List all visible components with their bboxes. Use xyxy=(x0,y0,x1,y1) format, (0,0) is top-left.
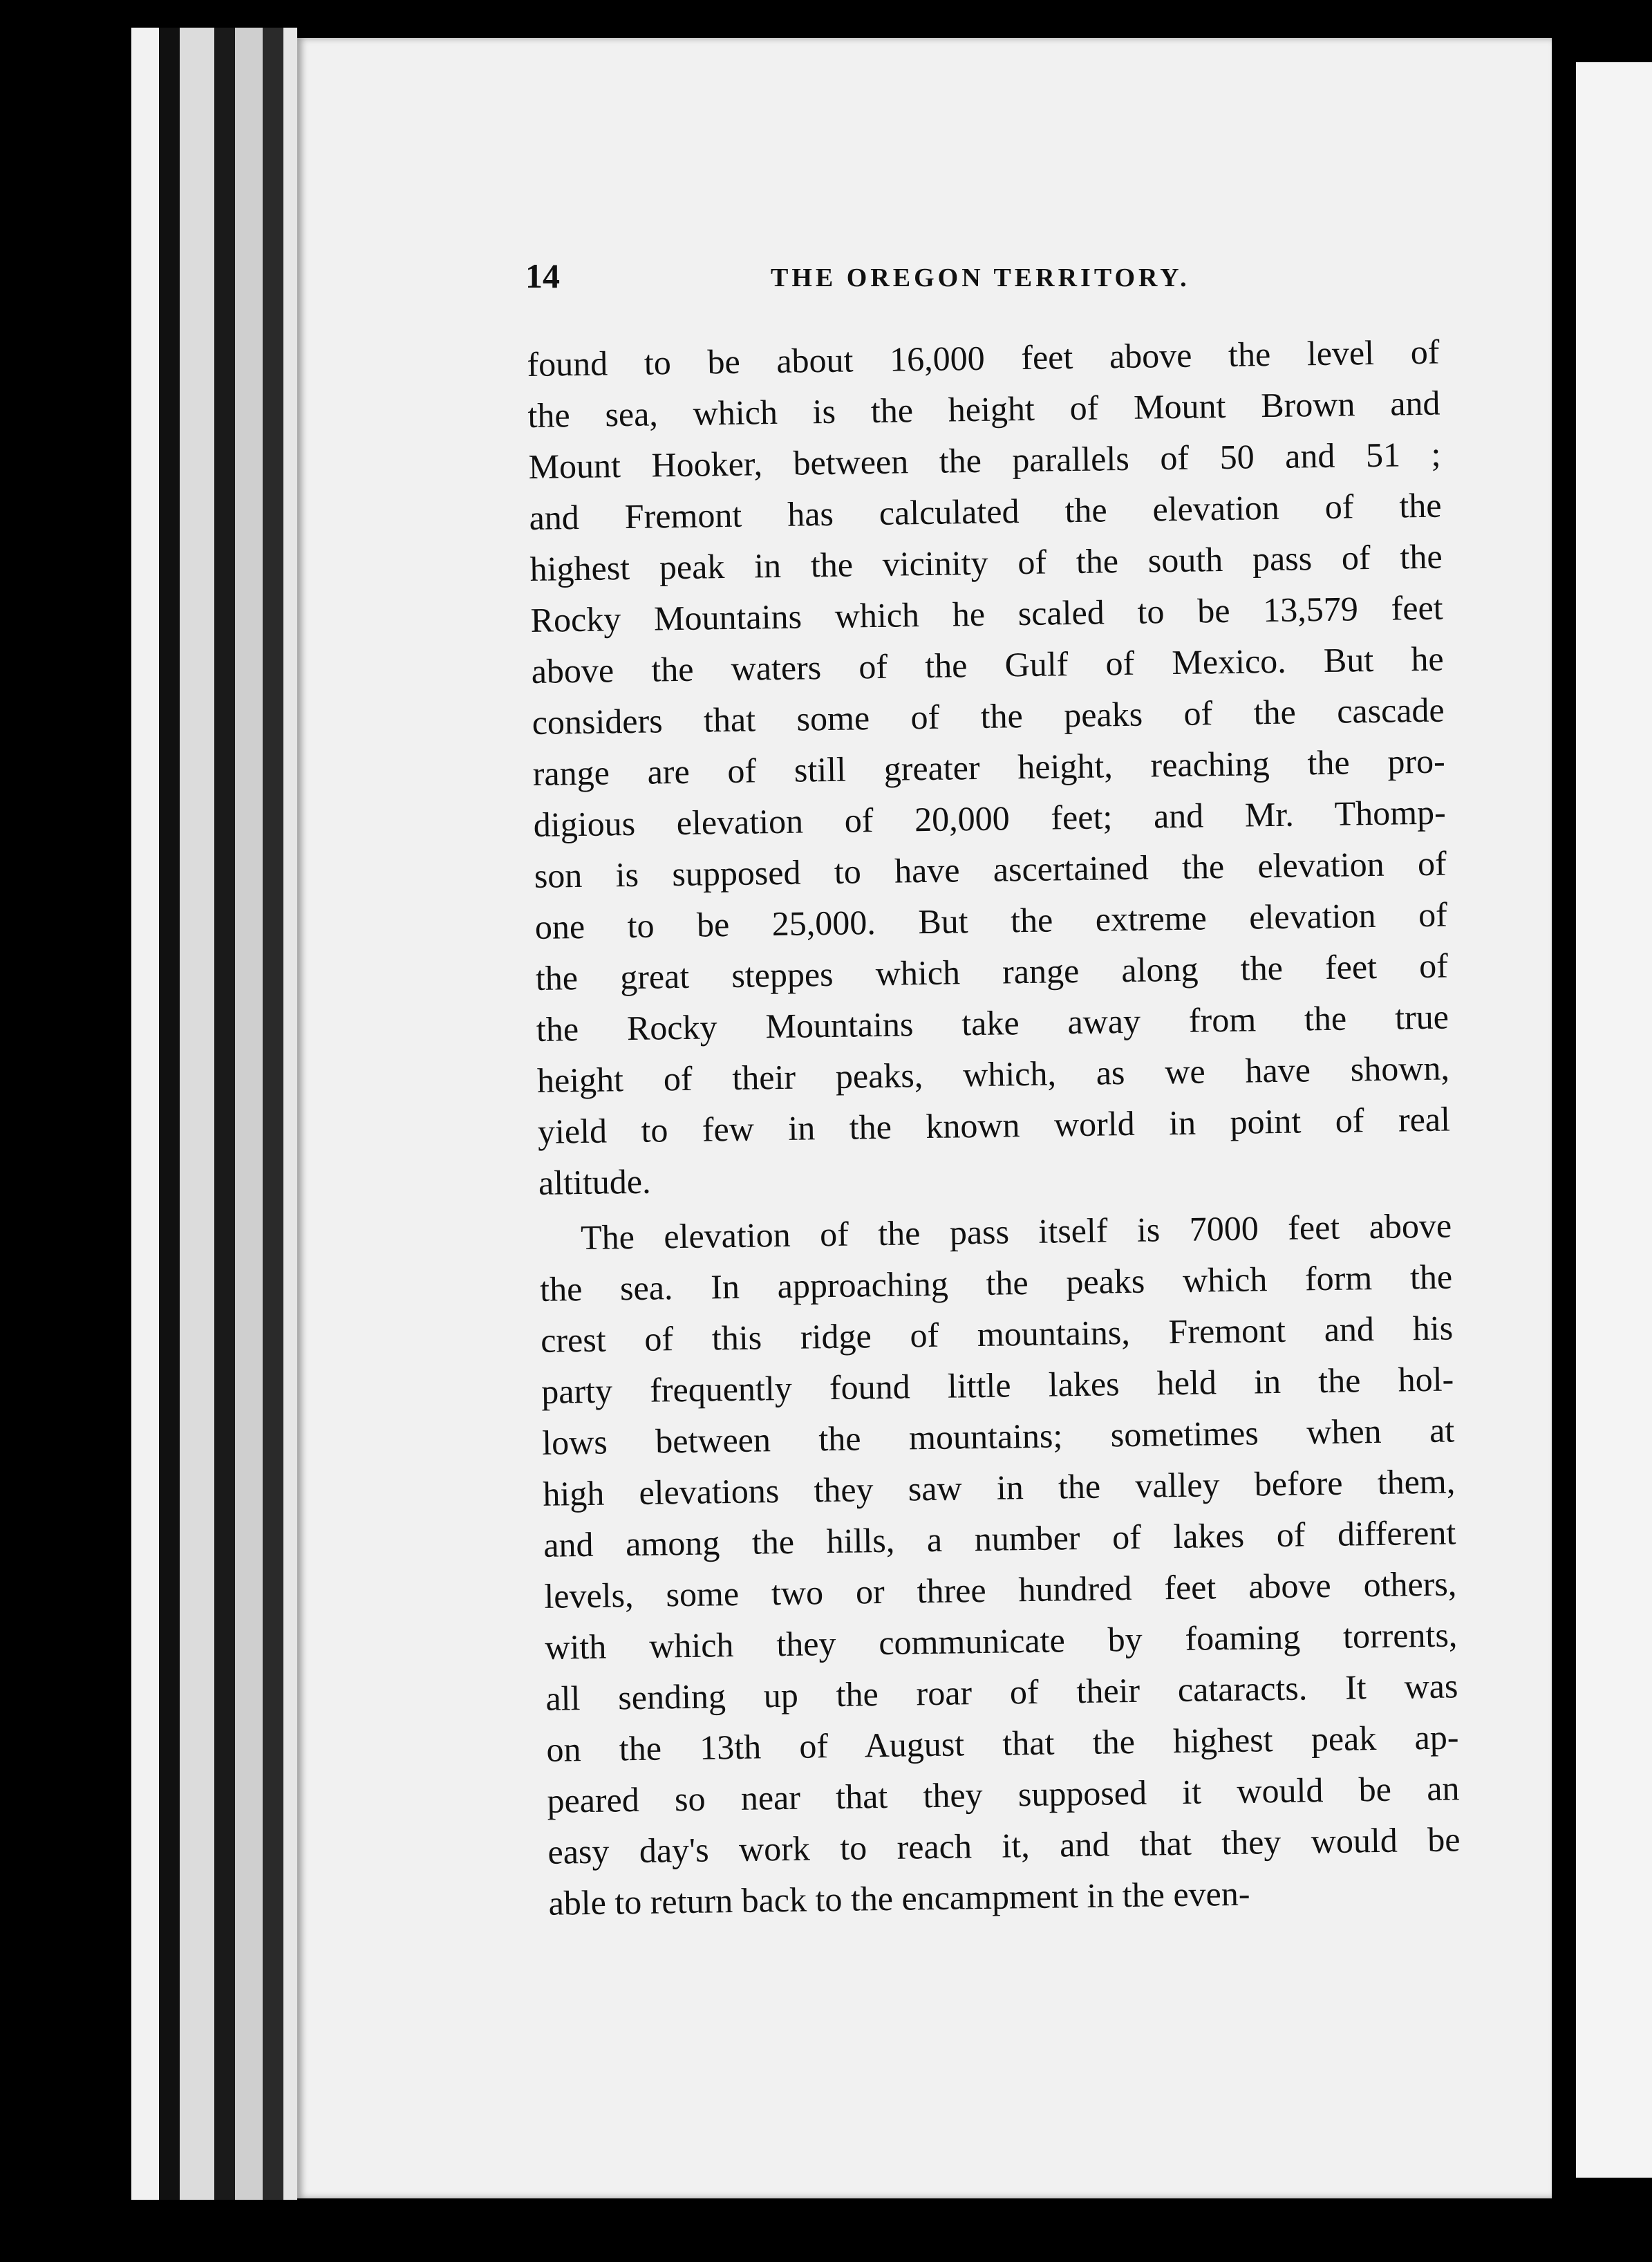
text-line: Rocky Mountains which he scaled to be 13,579 feet xyxy=(530,588,1443,639)
text-line: party frequently found little lakes held in the hol- xyxy=(541,1359,1454,1411)
text-line: on the 13th of August that the highest peak ap- xyxy=(546,1717,1459,1769)
text-line: highest peak in the vicinity of the south pass of the xyxy=(529,536,1443,588)
text-line: yield to few in the known world in point of real xyxy=(537,1099,1451,1151)
page-edge xyxy=(235,28,263,2200)
text-line: the Rocky Mountains take away from the true xyxy=(536,997,1449,1049)
page-edge xyxy=(131,28,159,2200)
text-line: digious elevation of 20,000 feet; and Mr. Thomp- xyxy=(533,792,1447,844)
text-line: the great steppes which range along the feet of xyxy=(535,946,1449,998)
page-edge xyxy=(159,28,180,2200)
text-line: levels, some two or three hundred feet above others, xyxy=(544,1564,1457,1616)
text-line: lows between the mountains; sometimes when at xyxy=(541,1410,1455,1462)
text-line: above the waters of the Gulf of Mexico. But he xyxy=(531,639,1444,691)
facing-page-edge xyxy=(1576,62,1652,2178)
body-text xyxy=(527,326,1461,1929)
text-line: one to be 25,000. But the extreme elevation of xyxy=(534,895,1448,946)
text-line: high elevations they saw in the valley before them, xyxy=(542,1461,1456,1513)
text-line: easy day's work to reach it, and that they would be xyxy=(547,1820,1461,1871)
text-line: with which they communicate by foaming torrents, xyxy=(545,1615,1458,1667)
text-line: The elevation of the pass itself is 7000 feet above xyxy=(580,1206,1452,1258)
text-line: crest of this ridge of mountains, Fremont and his xyxy=(540,1308,1454,1360)
text-line: range are of still greater height, reaching the pro- xyxy=(532,741,1446,793)
page-number: 14 xyxy=(525,256,560,295)
text-line: found to be about 16,000 feet above the level of xyxy=(527,332,1440,384)
text-line: altitude. xyxy=(538,1161,651,1202)
text-line: and Fremont has calculated the elevation of the xyxy=(529,485,1442,537)
running-title: THE OREGON TERRITORY. xyxy=(771,263,1190,292)
text-line: and among the hills, a number of lakes of different xyxy=(543,1513,1456,1564)
text-line: all sending up the roar of their cataracts. It was xyxy=(545,1666,1458,1718)
paragraph xyxy=(527,326,1451,1208)
text-line: the sea. In approaching the peaks which form the xyxy=(539,1257,1453,1309)
page-edge xyxy=(214,28,235,2200)
text-line: height of their peaks, which, as we have shown, xyxy=(536,1048,1450,1100)
text-line: considers that some of the peaks of the cascade xyxy=(532,690,1445,742)
text-line: Mount Hooker, between the parallels of 50 and 51 ; xyxy=(528,434,1441,486)
paragraph xyxy=(539,1199,1461,1928)
text-line: able to return back to the encampment in the even- xyxy=(548,1873,1250,1923)
page-edge xyxy=(283,28,297,2200)
page-edge xyxy=(180,28,214,2200)
text-line: the sea, which is the height of Mount Brown and xyxy=(527,383,1440,435)
page-edge xyxy=(263,28,283,2200)
text-line: peared so near that they supposed it would be an xyxy=(547,1768,1460,1820)
page-header xyxy=(525,256,1438,304)
book-gutter xyxy=(1552,28,1576,2212)
text-line: son is supposed to have ascertained the elevation of xyxy=(534,843,1447,895)
